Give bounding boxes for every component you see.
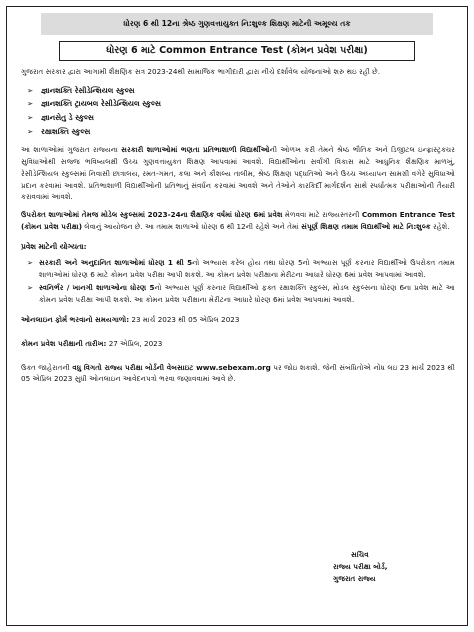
notice-title: ધોરણ 6 માટે Common Entrance Test (કોમન પ્રવેશ પરીક્ષા)	[59, 41, 415, 61]
eligibility-bold: સરકારી અને અનુદાનિત શાળાઓમાં ધોરણ 1 થી 5	[39, 257, 193, 267]
notice-page	[6, 6, 468, 626]
para2-bold: સંપૂર્ણ શિક્ષણ તમામ વિદ્યાર્થીઓ માટે નિ:શુલ્ક	[301, 221, 431, 231]
para1-text: ની ઓળખ કરી તેમને શ્રેષ્ઠ ભૌતિક અને ડિજીટલ ઇન્ફ્રાસ્ટ્રક્ચર સુવિધાઓથી સજ્જ ભવિષ્યલક્ષી ઉચ્ચ ગુણવત્તાયુક્ત શિક્ષણ આપવામાં આવશે. વિદ્યાર્થીઓના સર્વાંગી વિકાસ માટે આધુનિક શૈક્ષણિક માળખું, રેસીડેન્શિયલ સ્કુલ્સમાં નિવાસી છાત્રાલય, રમત-ગમત, કલા અને કૌશલ્ય તાલીમ, શ્રેષ્ઠ શિક્ષણ પદ્ધતિઓ અને ઉચ્ચ અધ્યાપન સામગ્રી વગેરે સુવિધાઓ પ્રદાન કરવામાં આવશે. પ્રતિભાશાળી વિદ્યાર્થીઓની પ્રતિભાનું સંવર્ધન કરવામાં આવશે અને તેઓને કારકિર્દી માર્ગદર્શન સાથે સ્પર્ધાત્મક પરીક્ષાઓની તૈયારી કરાવવામાં આવશે.	[21, 145, 455, 202]
school-item: ➢ રક્ષાશક્તિ સ્કુલ્સ	[21, 125, 455, 139]
school-item: ➢ જ્ઞાનશક્તિ રેસીડેન્શિયલ સ્કુલ્સ	[21, 84, 455, 98]
intro-paragraph: ગુજરાત સરકાર દ્વારા આગામી શૈક્ષણિક સત્ર 2023-24થી સામાજિક ભાગીદારી દ્વારા નીચે દર્શાવેલ યોજનાઓ શરુ થઇ રહી છે.	[21, 67, 381, 76]
admission-paragraph	[21, 209, 455, 233]
para1-bold: સરકારી શાળાઓમાં ભણતા પ્રતિભાશાળી વિદ્યાર્થીઓ	[121, 145, 270, 155]
online-value: 23 માર્ચ 2023 થી 05 એપ્રિલ 2023	[129, 314, 240, 324]
website-reference: વધુ વિગતો રાજ્ય પરીક્ષા બોર્ડની વેબસાઇટ www.sebexam.org	[72, 362, 271, 372]
closing-text: ઉક્ત જાહેરાતની	[21, 362, 73, 372]
description-paragraph	[21, 144, 455, 203]
eligibility-text: નો અભ્યાસ કરેલ હોય તથા ધોરણ 5નો અભ્યાસ પૂર્ણ કરનાર વિદ્યાર્થીઓ ઉપરોક્ત તમામ શાળાઓમાં ધોરણ 6 માટે કોમન પ્રવેશ પરીક્ષા આપી શકશે. આ કોમન પ્રવેશ પરીક્ષાના મેરીટના આધારે ધોરણ 6માં પ્રવેશ આપવામાં આવશે.	[39, 257, 455, 279]
exam-date	[21, 338, 455, 350]
para2-bold: Common Entrance Test (કોમન પ્રવેશ પરીક્ષા)	[21, 210, 455, 231]
closing-text: પર જોઇ શકાશે. જેની સંબંધિતોએ નોંધ લઇ 23 માર્ચ 2023 થી 05 એપ્રિલ 2023 સુધી ઓનલાઇન આવેદનપત્રો ભરવા જણાવવામાં આવે છે.	[21, 362, 455, 384]
para2-bold: ઉપરોક્ત શાળાઓમાં તેમજ મોડેલ સ્કુલ્સમાં 2023-24ના શૈક્ષણિક વર્ષમાં ધોરણ 6માં પ્રવેશ	[21, 210, 283, 220]
signature-title: સચિવ	[351, 550, 369, 559]
para2-text: રહેશે.	[430, 221, 450, 231]
exam-value: 27 એપ્રિલ, 2023	[106, 338, 163, 348]
eligibility-item	[21, 257, 455, 281]
online-label: ઓનલાઇન ફોર્મ ભરવાનો સમયગાળો:	[21, 314, 130, 324]
exam-label: કોમન પ્રવેશ પરીક્ષાની તારીખ:	[21, 338, 107, 348]
para2-text: લેવાનું આયોજન છે. આ તમામ શાળાઓ ધોરણ 6 થી 12ની રહેશે અને તેમાં	[81, 221, 302, 231]
eligibility-item	[21, 282, 455, 306]
notice-body	[7, 66, 467, 385]
closing-paragraph	[21, 362, 455, 386]
eligibility-heading: પ્રવેશ માટેની યોગ્યતા:	[21, 241, 87, 251]
eligibility-text: નો અભ્યાસ પૂર્ણ કરનાર વિદ્યાર્થીઓ ફક્ત રક્ષાશક્તિ સ્કુલ્સ, મોડલ સ્કુલ્સના ધોરણ 6ના પ્રવેશ માટે આ કોમન પ્રવેશ પરીક્ષા આપી શકશે. આ કોમન પ્રવેશ પરીક્ષાના મેરીટના આધારે ધોરણ 6માં પ્રવેશ આપવામાં આવશે.	[39, 283, 456, 305]
signature-org: રાજ્ય પરીક્ષા બોર્ડ,	[333, 562, 388, 571]
signature-block	[333, 549, 415, 585]
school-item: ➢ જ્ઞાનશક્તિ ટ્રાયબલ રેસીડેન્શિયલ સ્કુલ્સ	[21, 97, 455, 111]
online-form-dates	[21, 314, 455, 326]
school-list	[21, 84, 455, 138]
eligibility-bold: સ્વનિર્ભર / ખાનગી શાળાઓના ધોરણ 5	[39, 283, 155, 293]
school-item: ➢ જ્ઞાનસેતુ ડે સ્કુલ્સ	[21, 111, 455, 125]
eligibility-list	[21, 257, 455, 306]
para1-text: આ શાળાઓમાં ગુજરાત રાજ્યના	[21, 145, 122, 155]
para2-text: મેળવવા માટે રાજ્યસ્તરની	[282, 210, 362, 220]
banner-text: ધોરણ 6 થી 12ના શ્રેષ્ઠ ગુણવત્તાયુક્ત નિ:શુલ્ક શિક્ષણ માટેની અમૂલ્ય તક	[123, 19, 351, 28]
signature-state: ગુજરાત રાજ્ય	[333, 574, 376, 583]
header-banner	[41, 13, 433, 35]
